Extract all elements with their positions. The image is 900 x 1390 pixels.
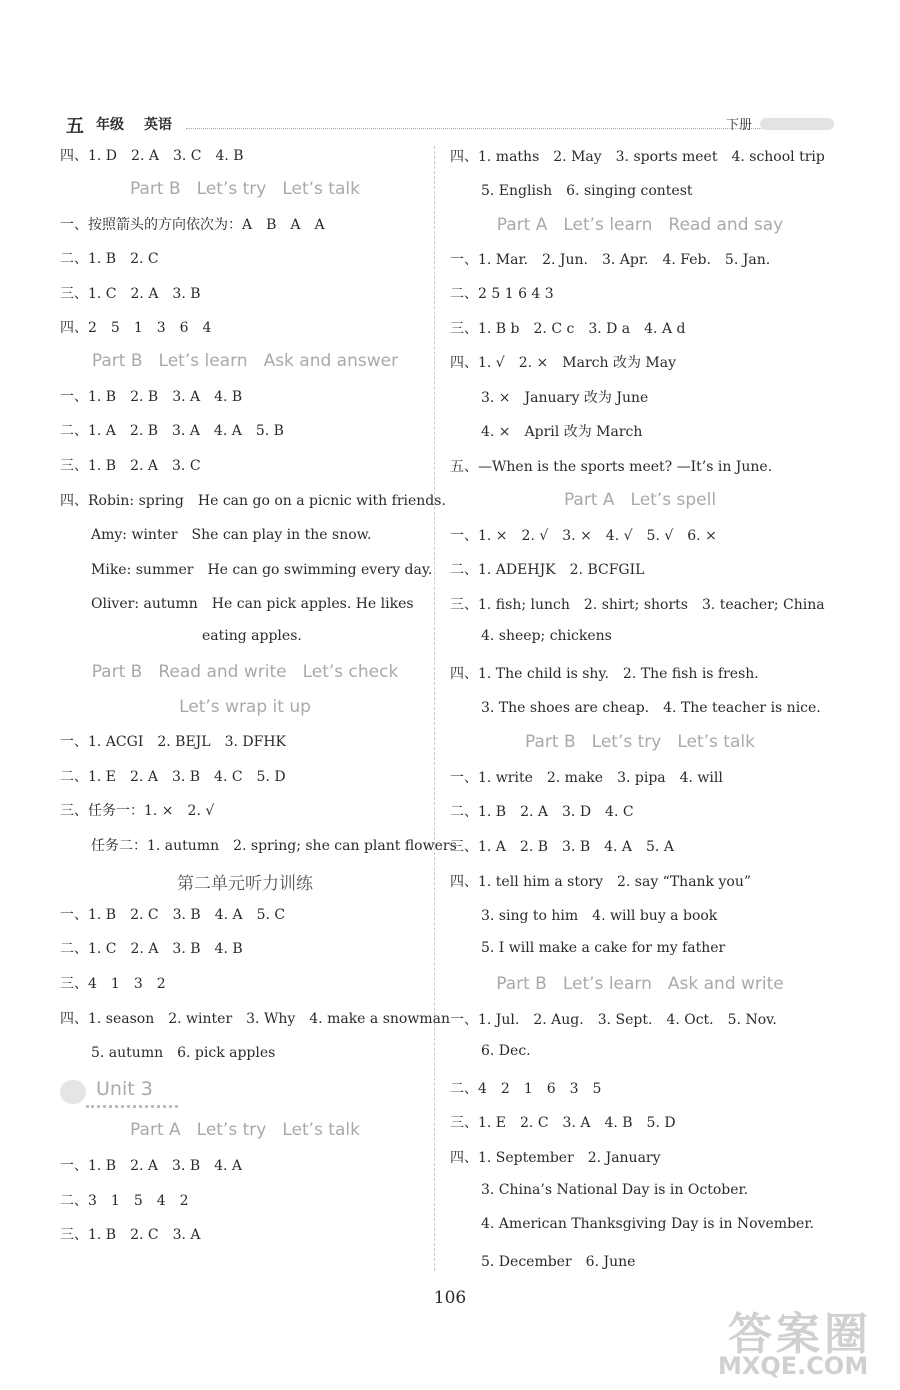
heading-part: Let’s try (196, 179, 267, 199)
answer-line (450, 146, 825, 166)
answer-line (60, 455, 201, 475)
line-prefix: 三、 (60, 1227, 88, 1243)
line-text: 1. C 2. A 3. B (88, 286, 201, 302)
answer-line: 任务二：1. autumn 2. spring; she can plant flowers (91, 838, 457, 854)
heading-part: Let’s try (196, 1120, 267, 1140)
line-text: 1. B 2. C (88, 251, 159, 267)
line-text: 1. B 2. A 3. B 4. A (88, 1158, 243, 1174)
answer-line (60, 420, 284, 440)
line-prefix: 一、 (450, 770, 478, 786)
answer-line (450, 352, 676, 372)
line-prefix: 一、 (60, 734, 88, 750)
line-prefix: 二、 (450, 286, 478, 302)
line-text: 1. C 2. A 3. B 4. B (88, 941, 243, 957)
answer-line (60, 1190, 189, 1210)
answer-line (450, 318, 685, 338)
answer-line: 4. American Thanksgiving Day is in November. (481, 1216, 814, 1232)
answer-line: 3. sing to him 4. will buy a book (481, 908, 718, 924)
heading-part: Let’s talk (282, 1120, 360, 1140)
line-prefix: 一、 (450, 252, 478, 268)
line-prefix: 三、 (60, 803, 88, 819)
line-text: 1. B 2. C 3. B 4. A 5. C (88, 907, 286, 923)
line-text: 1. fish; lunch 2. shirt; shorts 3. teacher; China (478, 597, 825, 613)
line-text: 1. B b 2. C c 3. D a 4. A d (478, 321, 686, 337)
line-text: 1. Mar. 2. Jun. 3. Apr. 4. Feb. 5. Jan. (478, 252, 771, 268)
line-text: 1. ADEHJK 2. BCFGIL (478, 562, 645, 578)
answer-line: 4. sheep; chickens (481, 628, 612, 644)
unit-heading (60, 1075, 200, 1109)
section-heading (60, 351, 430, 371)
heading-part: Let’s check (302, 662, 399, 682)
section-heading (450, 490, 830, 510)
answer-line (60, 800, 214, 820)
line-text: 1. season 2. winter 3. Why 4. make a snowman (88, 1011, 450, 1027)
line-prefix: 一、 (60, 907, 88, 923)
unit-badge-icon (60, 1080, 86, 1104)
line-text: 1. B 2. A 3. D 4. C (478, 804, 634, 820)
answer-line (450, 1078, 601, 1098)
line-prefix: 三、 (60, 458, 88, 474)
answer-line: 5. English 6. singing contest (481, 183, 693, 199)
section-heading (450, 732, 830, 752)
line-text: 1. E 2. A 3. B 4. C 5. D (88, 769, 286, 785)
line-prefix: 四、 (60, 148, 88, 164)
section-heading (450, 215, 830, 235)
heading-part: Part A (496, 215, 548, 235)
section-heading: 第二单元听力训练 (177, 874, 313, 894)
heading-part: Let’s spell (630, 490, 717, 510)
heading-part: Part A (563, 490, 615, 510)
answer-line (450, 1112, 676, 1132)
line-prefix: 二、 (60, 251, 88, 267)
answer-line: Amy: winter She can play in the snow. (91, 527, 372, 543)
line-prefix: 四、 (450, 355, 478, 371)
line-text: 1. ACGI 2. BEJL 3. DFHK (88, 734, 286, 750)
heading-part: Read and write (158, 662, 287, 682)
heading-part: Part B (496, 974, 547, 994)
section-heading (60, 179, 430, 199)
line-prefix: 三、 (450, 597, 478, 613)
watermark-bottom-text: MXQE.COM (718, 1352, 869, 1380)
unit-underline (86, 1105, 178, 1108)
line-prefix: 四、 (450, 149, 478, 165)
line-text: 1. B 2. C 3. A (88, 1227, 201, 1243)
section-heading (60, 1120, 430, 1140)
heading-part: Part B (130, 179, 181, 199)
answer-line (60, 731, 286, 751)
answer-line (60, 904, 285, 924)
answer-line (450, 663, 759, 683)
unit-title: Unit 3 (96, 1078, 153, 1100)
line-prefix: 二、 (60, 769, 88, 785)
answer-line: 5. autumn 6. pick apples (91, 1045, 276, 1061)
line-prefix: 一、 (60, 1158, 88, 1174)
heading-part: Let’s learn (158, 351, 248, 371)
line-text: 1. E 2. C 3. A 4. B 5. D (478, 1115, 676, 1131)
heading-part: Part B (91, 351, 143, 371)
answer-line (450, 836, 674, 856)
answer-line (60, 938, 243, 958)
answer-line (450, 767, 723, 787)
column-divider (434, 146, 435, 1271)
section-heading (60, 662, 430, 682)
header-rule (186, 128, 766, 129)
line-text: 1. A 2. B 3. A 4. A 5. B (88, 423, 284, 439)
answer-line (450, 283, 554, 303)
line-text: 1. The child is shy. 2. The fish is fresh. (478, 666, 759, 682)
answer-line: Mike: summer He can go swimming every day. (91, 562, 433, 578)
answer-line (450, 456, 772, 476)
answer-line: 5. I will make a cake for my father (481, 940, 726, 956)
answer-line (60, 145, 244, 165)
line-prefix: 一、 (60, 217, 88, 233)
answer-line (60, 248, 159, 268)
line-text: —When is the sports meet? —It’s in June. (478, 459, 773, 475)
line-prefix: 一、 (450, 1012, 478, 1028)
answer-line (60, 283, 201, 303)
line-text: 1. write 2. make 3. pipa 4. will (478, 770, 723, 786)
answer-line (450, 594, 825, 614)
heading-part: Part B (525, 732, 576, 752)
answer-line (450, 1009, 777, 1029)
heading-part: Ask and answer (263, 351, 399, 371)
answer-line: 3. The shoes are cheap. 4. The teacher is nice. (481, 700, 821, 716)
line-prefix: 三、 (450, 321, 478, 337)
line-prefix: 四、 (450, 1150, 478, 1166)
answer-line (60, 214, 325, 234)
line-text: Robin: spring He can go on a picnic with friends. (88, 493, 446, 509)
line-text: 3 1 5 4 2 (88, 1193, 189, 1209)
heading-part: Let’s learn (563, 215, 653, 235)
heading-part: Let’s learn (562, 974, 652, 994)
answer-line (60, 1155, 242, 1175)
line-text: 1. September 2. January (478, 1150, 661, 1166)
line-text: 2 5 1 6 4 3 (478, 286, 554, 302)
watermark-logo (718, 1298, 893, 1386)
heading-part: Let’s talk (282, 179, 360, 199)
line-prefix: 二、 (60, 1193, 88, 1209)
heading-part: Part B (91, 662, 143, 682)
section-heading (450, 974, 830, 994)
heading-part: Part A (130, 1120, 181, 1140)
line-text: 任务一：1. × 2. √ (88, 803, 215, 819)
line-text: 1. × 2. √ 3. × 4. √ 5. √ 6. × (478, 528, 717, 544)
answer-line (450, 1147, 661, 1167)
watermark-top-text: 答案圈 (728, 1309, 872, 1360)
line-prefix: 三、 (60, 286, 88, 302)
heading-part: Let’s try (591, 732, 662, 752)
line-text: 1. tell him a story 2. say “Thank you” (478, 874, 751, 890)
section-heading: Let’s wrap it up (179, 697, 311, 717)
line-prefix: 四、 (450, 874, 478, 890)
page-header (66, 112, 836, 136)
line-prefix: 三、 (450, 839, 478, 855)
answer-line: 6. Dec. (481, 1043, 531, 1059)
answer-line (60, 1224, 201, 1244)
line-prefix: 一、 (60, 389, 88, 405)
header-decoration-icon (760, 118, 834, 130)
line-text: 按照箭头的方向依次为：A B A A (88, 217, 325, 233)
answer-line (60, 973, 166, 993)
line-prefix: 二、 (450, 1081, 478, 1097)
line-prefix: 二、 (450, 804, 478, 820)
line-prefix: 二、 (60, 941, 88, 957)
answer-line: eating apples. (202, 628, 302, 644)
line-prefix: 四、 (60, 1011, 88, 1027)
answer-line (450, 249, 770, 269)
grade-number: 五 (66, 116, 84, 137)
line-prefix: 四、 (60, 320, 88, 336)
line-prefix: 四、 (450, 666, 478, 682)
line-prefix: 二、 (450, 562, 478, 578)
answer-line: 3. China’s National Day is in October. (481, 1182, 749, 1198)
answer-line (60, 490, 446, 510)
volume-label: 下册 (726, 118, 753, 133)
line-prefix: 一、 (450, 528, 478, 544)
line-text: 4 1 3 2 (88, 976, 166, 992)
answer-line (60, 766, 286, 786)
line-text: 2 5 1 3 6 4 (88, 320, 212, 336)
line-text: 1. D 2. A 3. C 4. B (88, 148, 244, 164)
line-prefix: 五、 (450, 459, 478, 475)
heading-part: Read and say (668, 215, 784, 235)
heading-part: Let’s talk (677, 732, 755, 752)
line-text: 1. A 2. B 3. B 4. A 5. A (478, 839, 674, 855)
answer-line: 5. December 6. June (481, 1254, 636, 1270)
grade-label: 年级 (96, 117, 124, 133)
line-prefix: 三、 (450, 1115, 478, 1131)
answer-line: 3. × January 改为 June (481, 390, 649, 406)
answer-line (60, 317, 211, 337)
line-text: 1. maths 2. May 3. sports meet 4. school trip (478, 149, 825, 165)
line-text: 1. B 2. B 3. A 4. B (88, 389, 243, 405)
answer-line (60, 386, 242, 406)
line-text: 1. Jul. 2. Aug. 3. Sept. 4. Oct. 5. Nov. (478, 1012, 777, 1028)
line-prefix: 二、 (60, 423, 88, 439)
answer-line (450, 559, 644, 579)
line-prefix: 三、 (60, 976, 88, 992)
answer-line (450, 801, 634, 821)
line-text: 1. B 2. A 3. C (88, 458, 201, 474)
line-prefix: 四、 (60, 493, 88, 509)
line-text: 1. √ 2. × March 改为 May (478, 355, 676, 371)
heading-part: Ask and write (667, 974, 784, 994)
answer-line: 4. × April 改为 March (481, 424, 643, 440)
answer-line (450, 871, 751, 891)
page-number: 106 (433, 1288, 467, 1308)
answer-line (60, 1008, 450, 1028)
answer-line: Oliver: autumn He can pick apples. He likes (91, 596, 414, 612)
answer-line (450, 525, 717, 545)
line-text: 4 2 1 6 3 5 (478, 1081, 602, 1097)
subject-label: 英语 (144, 117, 172, 133)
